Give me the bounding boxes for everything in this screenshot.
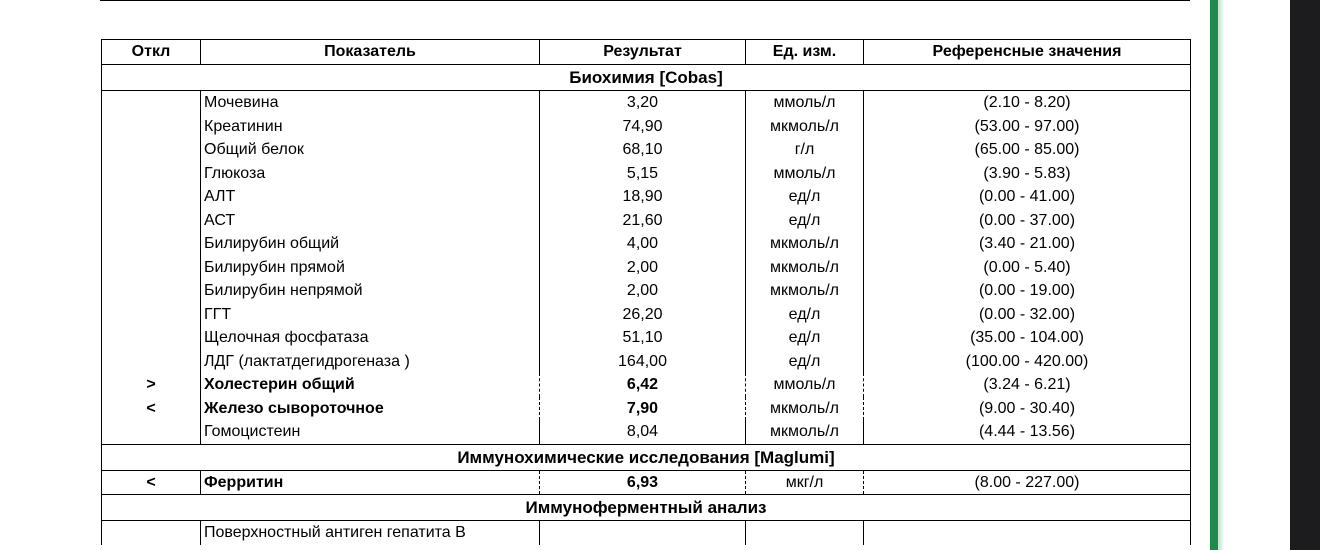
name-cell: Креатинин bbox=[201, 115, 540, 139]
header-name: Показатель bbox=[201, 40, 540, 65]
name-cell: Железо сывороточное bbox=[201, 397, 540, 421]
table-row bbox=[102, 303, 1191, 327]
table-row-flagged bbox=[102, 373, 1191, 397]
flag-cell bbox=[102, 256, 201, 280]
unit-cell: мкмоль/л bbox=[746, 420, 864, 444]
flag-cell bbox=[102, 115, 201, 139]
reference-cell: (100.00 - 420.00) bbox=[864, 350, 1191, 374]
table-row bbox=[102, 326, 1191, 350]
top-rule bbox=[100, 0, 1190, 1]
header-reference: Референсные значения bbox=[864, 40, 1191, 65]
table-row bbox=[102, 185, 1191, 209]
flag-cell bbox=[102, 91, 201, 115]
flag-cell bbox=[102, 138, 201, 162]
table-row bbox=[102, 162, 1191, 186]
reference-cell: (0.00 - 19.00) bbox=[864, 279, 1191, 303]
section-row bbox=[102, 65, 1191, 91]
header-flag: Откл bbox=[102, 40, 201, 65]
reference-cell: (4.44 - 13.56) bbox=[864, 420, 1191, 444]
flag-cell bbox=[102, 350, 201, 374]
reference-cell: (3.90 - 5.83) bbox=[864, 162, 1191, 186]
unit-cell: ммоль/л bbox=[746, 373, 864, 397]
unit-cell: мкмоль/л bbox=[746, 397, 864, 421]
section-title: Иммуноферментный анализ bbox=[102, 495, 1191, 521]
reference-cell: (53.00 - 97.00) bbox=[864, 115, 1191, 139]
flag-cell: < bbox=[102, 470, 201, 495]
flag-cell bbox=[102, 521, 201, 545]
table-row bbox=[102, 209, 1191, 233]
name-cell: Общий белок bbox=[201, 138, 540, 162]
reference-cell: (35.00 - 104.00) bbox=[864, 326, 1191, 350]
result-cell: 74,90 bbox=[540, 115, 746, 139]
result-cell: 68,10 bbox=[540, 138, 746, 162]
flag-cell bbox=[102, 420, 201, 444]
reference-cell: (9.00 - 30.40) bbox=[864, 397, 1191, 421]
header-unit: Ед. изм. bbox=[746, 40, 864, 65]
name-cell: ЛДГ (лактатдегидрогеназа ) bbox=[201, 350, 540, 374]
name-cell: АСТ bbox=[201, 209, 540, 233]
result-cell: 21,60 bbox=[540, 209, 746, 233]
unit-cell: ед/л bbox=[746, 209, 864, 233]
reference-cell: (0.00 - 41.00) bbox=[864, 185, 1191, 209]
table-row-flagged bbox=[102, 470, 1191, 495]
section-title: Биохимия [Cobas] bbox=[102, 65, 1191, 91]
table-row bbox=[102, 138, 1191, 162]
name-cell: Гомоцистеин bbox=[201, 420, 540, 444]
section-title: Иммунохимические исследования [Maglumi] bbox=[102, 444, 1191, 470]
table-row bbox=[102, 521, 1191, 545]
result-cell: 3,20 bbox=[540, 91, 746, 115]
unit-cell: ммоль/л bbox=[746, 91, 864, 115]
result-cell: 8,04 bbox=[540, 420, 746, 444]
table-row bbox=[102, 256, 1191, 280]
table-row bbox=[102, 350, 1191, 374]
name-cell: Щелочная фосфатаза bbox=[201, 326, 540, 350]
result-cell: 51,10 bbox=[540, 326, 746, 350]
table-header-row bbox=[102, 40, 1191, 65]
result-cell: 4,00 bbox=[540, 232, 746, 256]
table-row bbox=[102, 279, 1191, 303]
table-row bbox=[102, 91, 1191, 115]
unit-cell: ммоль/л bbox=[746, 162, 864, 186]
result-cell: 26,20 bbox=[540, 303, 746, 327]
flag-cell bbox=[102, 326, 201, 350]
table-row-flagged bbox=[102, 397, 1191, 421]
name-cell: Глюкоза bbox=[201, 162, 540, 186]
name-cell: ГГТ bbox=[201, 303, 540, 327]
flag-cell bbox=[102, 162, 201, 186]
unit-cell: ед/л bbox=[746, 350, 864, 374]
lab-results-table bbox=[101, 39, 1191, 545]
flag-cell bbox=[102, 232, 201, 256]
reference-cell: (3.40 - 21.00) bbox=[864, 232, 1191, 256]
result-cell: 2,00 bbox=[540, 256, 746, 280]
reference-cell: (0.00 - 37.00) bbox=[864, 209, 1191, 233]
result-cell: 164,00 bbox=[540, 350, 746, 374]
reference-cell: (2.10 - 8.20) bbox=[864, 91, 1191, 115]
unit-cell: ед/л bbox=[746, 326, 864, 350]
table-row bbox=[102, 115, 1191, 139]
name-cell: Билирубин прямой bbox=[201, 256, 540, 280]
unit-cell: мкмоль/л bbox=[746, 115, 864, 139]
flag-cell bbox=[102, 185, 201, 209]
name-cell: Билирубин непрямой bbox=[201, 279, 540, 303]
unit-cell: ед/л bbox=[746, 185, 864, 209]
unit-cell: мкмоль/л bbox=[746, 232, 864, 256]
flag-cell bbox=[102, 303, 201, 327]
pale-edge-stripe bbox=[1221, 0, 1223, 550]
unit-cell: ед/л bbox=[746, 303, 864, 327]
green-edge-stripe bbox=[1210, 0, 1218, 550]
name-cell: Поверхностный антиген гепатита B bbox=[201, 521, 540, 545]
name-cell: Ферритин bbox=[201, 470, 540, 495]
header-result: Результат bbox=[540, 40, 746, 65]
unit-cell: г/л bbox=[746, 138, 864, 162]
reference-cell: (65.00 - 85.00) bbox=[864, 138, 1191, 162]
result-cell bbox=[540, 521, 746, 545]
result-cell: 5,15 bbox=[540, 162, 746, 186]
flag-cell bbox=[102, 279, 201, 303]
table-row bbox=[102, 232, 1191, 256]
reference-cell: (8.00 - 227.00) bbox=[864, 470, 1191, 495]
name-cell: Мочевина bbox=[201, 91, 540, 115]
reference-cell: (3.24 - 6.21) bbox=[864, 373, 1191, 397]
unit-cell: мкг/л bbox=[746, 470, 864, 495]
result-cell: 2,00 bbox=[540, 279, 746, 303]
section-row bbox=[102, 495, 1191, 521]
reference-cell bbox=[864, 521, 1191, 545]
flag-cell: > bbox=[102, 373, 201, 397]
unit-cell: мкмоль/л bbox=[746, 279, 864, 303]
section-row bbox=[102, 444, 1191, 470]
flag-cell: < bbox=[102, 397, 201, 421]
reference-cell: (0.00 - 5.40) bbox=[864, 256, 1191, 280]
result-cell: 6,93 bbox=[540, 470, 746, 495]
unit-cell: мкмоль/л bbox=[746, 256, 864, 280]
table-row bbox=[102, 420, 1191, 444]
flag-cell bbox=[102, 209, 201, 233]
name-cell: Холестерин общий bbox=[201, 373, 540, 397]
reference-cell: (0.00 - 32.00) bbox=[864, 303, 1191, 327]
result-cell: 18,90 bbox=[540, 185, 746, 209]
result-cell: 6,42 bbox=[540, 373, 746, 397]
result-cell: 7,90 bbox=[540, 397, 746, 421]
name-cell: Билирубин общий bbox=[201, 232, 540, 256]
name-cell: АЛТ bbox=[201, 185, 540, 209]
unit-cell bbox=[746, 521, 864, 545]
